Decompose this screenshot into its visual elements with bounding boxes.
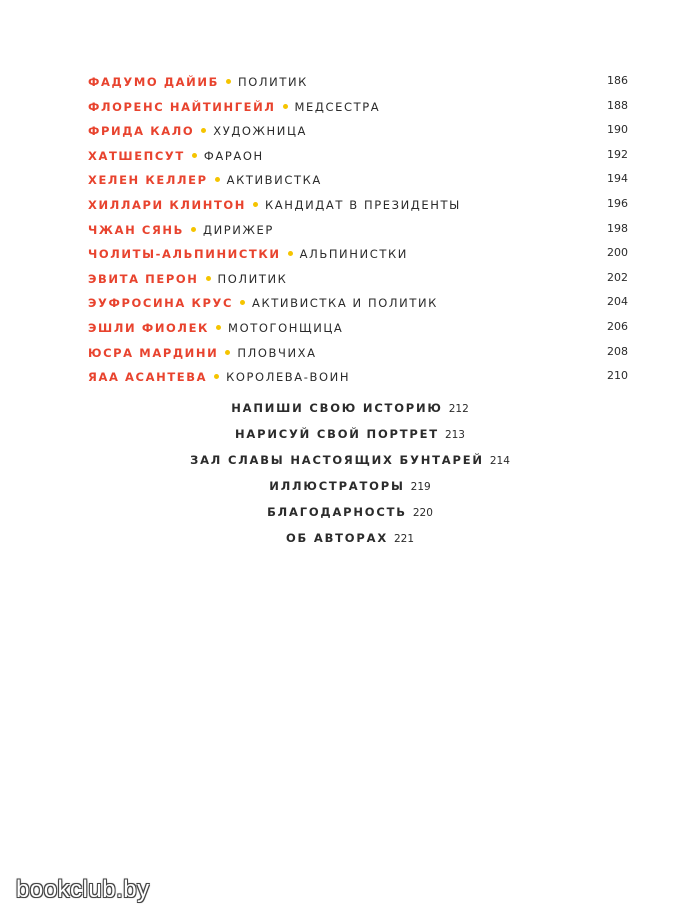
toc-entry[interactable] (88, 244, 628, 269)
entry-role: КАНДИДАТ В ПРЕЗИДЕНТЫ (265, 197, 461, 212)
back-matter-entry[interactable] (0, 502, 700, 528)
entry-page-number: 188 (607, 98, 628, 112)
entry-name: ХЕЛЕН КЕЛЛЕР (88, 173, 208, 188)
entry-name: ЧОЛИТЫ-АЛЬПИНИСТКИ (88, 247, 281, 262)
entry-page-number: 210 (607, 369, 628, 383)
toc-entry[interactable] (88, 170, 628, 195)
entry-name: ФЛОРЕНС НАЙТИНГЕЙЛ (88, 99, 276, 114)
entry-page-number: 206 (607, 319, 628, 333)
entry-name: ЭШЛИ ФИОЛЕК (88, 320, 210, 335)
entry-role: ДИРИЖЕР (202, 222, 274, 237)
toc-entry[interactable] (88, 220, 628, 245)
back-matter-label: НАПИШИ СВОЮ ИСТОРИЮ (231, 401, 443, 415)
back-matter-page-number: 221 (393, 533, 415, 545)
entry-page-number: 200 (607, 246, 628, 260)
entry-page-number: 190 (607, 123, 628, 137)
bullet-dot-icon (214, 374, 219, 379)
entry-page-number: 204 (607, 295, 628, 309)
entry-page-number: 192 (607, 147, 628, 161)
bullet-dot-icon (192, 153, 197, 158)
entry-page-number: 196 (607, 196, 628, 210)
back-matter-label: ОБ АВТОРАХ (285, 531, 388, 545)
back-matter-list (0, 398, 700, 554)
back-matter-page-number: 219 (410, 481, 431, 493)
toc-entry[interactable] (88, 121, 628, 146)
entry-role: АКТИВИСТКА (226, 173, 322, 188)
entry-name: ЭУФРОСИНА КРУС (88, 296, 234, 311)
table-of-contents (88, 72, 628, 392)
toc-entry[interactable] (88, 293, 628, 318)
entry-name: ФАДУМО ДАЙИБ (88, 75, 219, 89)
back-matter-page-number: 214 (489, 455, 510, 467)
watermark-logo: bookclub.by (16, 876, 150, 903)
entry-name: ЯАА АСАНТЕВА (88, 370, 208, 385)
entry-name: ХАТШЕПСУТ (88, 148, 185, 163)
entry-name: ФРИДА КАЛО (88, 124, 195, 139)
entry-role: АЛЬПИНИСТКИ (299, 247, 408, 262)
entry-role: ПОЛИТИК (217, 271, 288, 286)
bullet-dot-icon (226, 79, 231, 84)
entry-name: ЧЖАН СЯНЬ (88, 222, 184, 237)
entry-role: ПЛОВЧИХА (237, 345, 317, 360)
bullet-dot-icon (240, 300, 245, 305)
entry-role: АКТИВИСТКА И ПОЛИТИК (252, 296, 438, 311)
back-matter-entry[interactable] (0, 398, 700, 424)
bullet-dot-icon (225, 350, 230, 355)
back-matter-page-number: 213 (444, 429, 465, 441)
entry-name: ЮСРА МАРДИНИ (88, 345, 219, 360)
toc-entry[interactable] (88, 318, 628, 343)
toc-entry[interactable] (88, 367, 628, 392)
back-matter-label: ЗАЛ СЛАВЫ НАСТОЯЩИХ БУНТАРЕЙ (190, 453, 484, 467)
toc-entry[interactable] (88, 195, 628, 220)
entry-role: КОРОЛЕВА-ВОИН (226, 370, 351, 385)
entry-page-number: 202 (607, 270, 628, 284)
entry-role: МЕДСЕСТРА (294, 99, 381, 114)
bullet-dot-icon (215, 177, 220, 182)
back-matter-entry[interactable] (0, 528, 700, 554)
back-matter-entry[interactable] (0, 424, 700, 450)
entry-page-number: 208 (607, 344, 628, 358)
bullet-dot-icon (253, 202, 258, 207)
back-matter-entry[interactable] (0, 450, 700, 476)
bullet-dot-icon (288, 251, 293, 256)
back-matter-label: ИЛЛЮСТРАТОРЫ (269, 479, 405, 493)
entry-page-number: 198 (607, 221, 628, 235)
bullet-dot-icon (191, 227, 196, 232)
toc-entry[interactable] (88, 146, 628, 171)
entry-page-number: 194 (607, 172, 628, 186)
toc-entry[interactable] (88, 72, 628, 97)
toc-entry[interactable] (88, 269, 628, 294)
bullet-dot-icon (283, 104, 288, 109)
entry-role: ПОЛИТИК (238, 75, 308, 89)
entry-role: ФАРАОН (203, 148, 264, 163)
toc-entry[interactable] (88, 97, 628, 122)
entry-role: МОТОГОНЩИЦА (228, 320, 344, 335)
bullet-dot-icon (206, 276, 211, 281)
back-matter-page-number: 212 (448, 403, 469, 415)
bullet-dot-icon (201, 128, 206, 133)
entry-name: ЭВИТА ПЕРОН (88, 271, 199, 286)
entry-page-number: 186 (607, 74, 628, 87)
back-matter-label: БЛАГОДАРНОСТЬ (267, 505, 407, 519)
toc-entry[interactable] (88, 343, 628, 368)
bullet-dot-icon (216, 325, 221, 330)
back-matter-entry[interactable] (0, 476, 700, 502)
entry-role: ХУДОЖНИЦА (213, 124, 307, 139)
entry-name: ХИЛЛАРИ КЛИНТОН (88, 197, 246, 212)
back-matter-label: НАРИСУЙ СВОЙ ПОРТРЕТ (235, 427, 439, 441)
back-matter-page-number: 220 (412, 507, 433, 519)
